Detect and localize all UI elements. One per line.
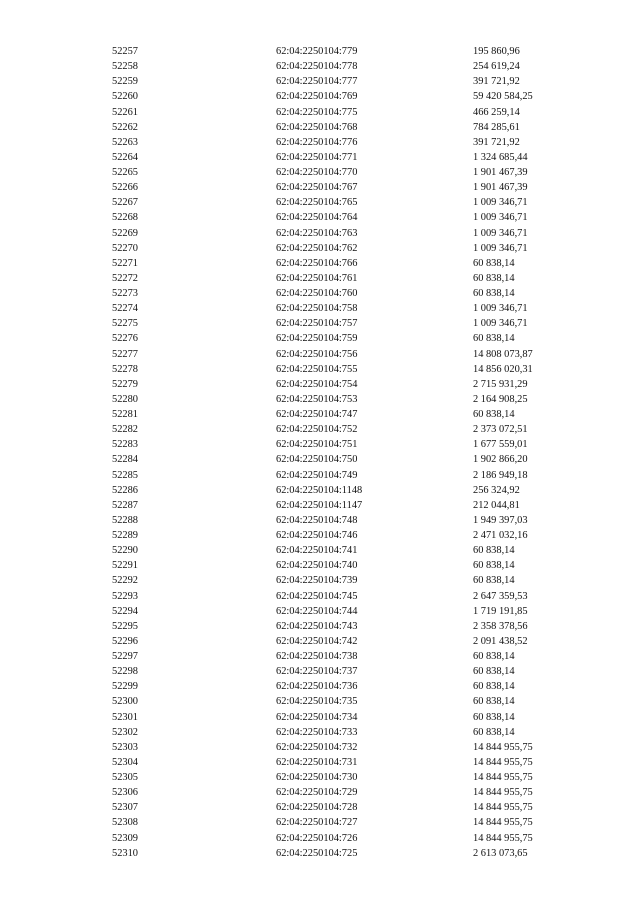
table-row [112, 846, 563, 861]
row-number: 52299 [112, 681, 138, 693]
table-row [112, 165, 563, 180]
cadastral-number: 62:04:2250104:766 [276, 257, 358, 269]
row-number: 52286 [112, 484, 138, 496]
row-number: 52296 [112, 635, 138, 647]
cadastral-value-table [112, 44, 563, 861]
cadastral-number: 62:04:2250104:757 [276, 318, 358, 330]
cadastral-value: 60 838,14 [473, 272, 515, 284]
cadastral-number: 62:04:2250104:754 [276, 378, 358, 390]
row-number: 52278 [112, 363, 138, 375]
cadastral-value: 60 838,14 [473, 651, 515, 662]
row-number: 52281 [112, 409, 138, 420]
table-row [112, 664, 563, 679]
cadastral-number: 62:04:2250104:769 [276, 91, 358, 103]
cadastral-value: 195 860,96 [473, 46, 520, 57]
row-number: 52308 [112, 817, 138, 829]
row-number: 52287 [112, 499, 138, 511]
row-number: 52257 [112, 46, 138, 57]
cadastral-value: 60 838,14 [473, 666, 515, 678]
cadastral-value: 391 721,92 [473, 76, 520, 88]
cadastral-number: 62:04:2250104:749 [276, 469, 358, 481]
cadastral-value: 60 838,14 [473, 545, 515, 557]
cadastral-value: 1 949 397,03 [473, 514, 528, 526]
cadastral-value: 2 091 438,52 [473, 635, 528, 647]
table-row [112, 377, 563, 392]
table-row [112, 649, 563, 664]
table-row [112, 256, 563, 271]
cadastral-value: 60 838,14 [473, 696, 515, 708]
cadastral-value: 2 715 931,29 [473, 378, 528, 390]
table-row [112, 241, 563, 256]
row-number: 52309 [112, 832, 138, 844]
cadastral-value: 1 719 191,85 [473, 605, 528, 617]
cadastral-number: 62:04:2250104:777 [276, 76, 358, 88]
cadastral-value: 59 420 584,25 [473, 91, 533, 103]
cadastral-number: 62:04:2250104:1148 [276, 484, 363, 496]
row-number: 52259 [112, 76, 138, 88]
table-row [112, 271, 563, 286]
cadastral-number: 62:04:2250104:732 [276, 741, 358, 753]
table-row [112, 785, 563, 800]
table-row [112, 89, 563, 104]
table-row [112, 815, 563, 830]
cadastral-value: 1 009 346,71 [473, 212, 528, 224]
row-number: 52297 [112, 651, 138, 662]
table-row [112, 135, 563, 150]
cadastral-value: 1 009 346,71 [473, 318, 528, 330]
row-number: 52271 [112, 257, 138, 269]
row-number: 52288 [112, 514, 138, 526]
cadastral-number: 62:04:2250104:735 [276, 696, 358, 708]
row-number: 52270 [112, 242, 138, 254]
cadastral-value: 60 838,14 [473, 560, 515, 572]
row-number: 52294 [112, 605, 138, 617]
row-number: 52303 [112, 741, 138, 753]
row-number: 52277 [112, 348, 138, 360]
row-number: 52276 [112, 333, 138, 345]
row-number: 52261 [112, 106, 138, 118]
table-row [112, 195, 563, 210]
cadastral-value: 14 844 955,75 [473, 756, 533, 768]
cadastral-number: 62:04:2250104:779 [276, 46, 358, 57]
cadastral-value: 1 009 346,71 [473, 197, 528, 209]
row-number: 52272 [112, 272, 138, 284]
cadastral-number: 62:04:2250104:741 [276, 545, 358, 557]
table-row [112, 422, 563, 437]
table-body [112, 44, 563, 861]
cadastral-number: 62:04:2250104:763 [276, 227, 358, 239]
table-row [112, 286, 563, 301]
table-row [112, 331, 563, 346]
row-number: 52304 [112, 756, 138, 768]
cadastral-number: 62:04:2250104:768 [276, 121, 358, 133]
cadastral-value: 254 619,24 [473, 61, 520, 73]
cadastral-number: 62:04:2250104:767 [276, 182, 358, 194]
cadastral-number: 62:04:2250104:725 [276, 847, 358, 859]
row-number: 52274 [112, 303, 138, 315]
cadastral-value: 14 856 020,31 [473, 363, 533, 375]
cadastral-number: 62:04:2250104:740 [276, 560, 358, 572]
table-row [112, 120, 563, 135]
cadastral-number: 62:04:2250104:734 [276, 711, 358, 723]
table-row [112, 694, 563, 709]
table-row [112, 105, 563, 120]
row-number: 52300 [112, 696, 138, 708]
cadastral-value: 14 844 955,75 [473, 832, 533, 844]
row-number: 52262 [112, 121, 138, 133]
cadastral-value: 2 164 908,25 [473, 393, 528, 405]
cadastral-number: 62:04:2250104:742 [276, 635, 358, 647]
cadastral-value: 14 844 955,75 [473, 802, 533, 814]
table-row [112, 362, 563, 377]
cadastral-value: 60 838,14 [473, 681, 515, 693]
cadastral-number: 62:04:2250104:760 [276, 288, 358, 299]
row-number: 52306 [112, 787, 138, 799]
table-row [112, 347, 563, 362]
cadastral-value: 1 677 559,01 [473, 439, 528, 451]
cadastral-value: 14 844 955,75 [473, 787, 533, 799]
cadastral-number: 62:04:2250104:750 [276, 454, 358, 466]
table-row [112, 619, 563, 634]
table-row [112, 74, 563, 89]
table-row [112, 710, 563, 725]
cadastral-value: 1 902 866,20 [473, 454, 528, 466]
cadastral-value: 60 838,14 [473, 333, 515, 345]
row-number: 52269 [112, 227, 138, 239]
cadastral-value: 2 373 072,51 [473, 424, 528, 436]
row-number: 52258 [112, 61, 138, 73]
cadastral-value: 1 324 685,44 [473, 151, 528, 163]
cadastral-number: 62:04:2250104:743 [276, 620, 358, 632]
cadastral-number: 62:04:2250104:765 [276, 197, 358, 209]
table-row [112, 604, 563, 619]
table-row [112, 831, 563, 846]
cadastral-value: 14 844 955,75 [473, 772, 533, 783]
cadastral-number: 62:04:2250104:745 [276, 590, 358, 602]
cadastral-number: 62:04:2250104:748 [276, 514, 358, 526]
cadastral-value: 60 838,14 [473, 257, 515, 269]
cadastral-number: 62:04:2250104:756 [276, 348, 358, 360]
cadastral-value: 1 901 467,39 [473, 182, 528, 194]
cadastral-value: 2 613 073,65 [473, 847, 528, 859]
row-number: 52293 [112, 590, 138, 602]
table-row [112, 755, 563, 770]
table-row [112, 800, 563, 815]
table-row [112, 452, 563, 467]
cadastral-value: 2 471 032,16 [473, 530, 528, 541]
cadastral-number: 62:04:2250104:730 [276, 772, 358, 783]
table-row [112, 498, 563, 513]
cadastral-value: 14 808 073,87 [473, 348, 533, 360]
cadastral-number: 62:04:2250104:776 [276, 136, 358, 148]
cadastral-number: 62:04:2250104:761 [276, 272, 358, 284]
cadastral-value: 391 721,92 [473, 136, 520, 148]
cadastral-number: 62:04:2250104:758 [276, 303, 358, 315]
cadastral-number: 62:04:2250104:727 [276, 817, 358, 829]
table-row [112, 180, 563, 195]
row-number: 52282 [112, 424, 138, 436]
table-row [112, 437, 563, 452]
cadastral-value: 14 844 955,75 [473, 817, 533, 829]
table-row [112, 513, 563, 528]
row-number: 52279 [112, 378, 138, 390]
table-row [112, 301, 563, 316]
cadastral-number: 62:04:2250104:746 [276, 530, 358, 541]
cadastral-number: 62:04:2250104:770 [276, 167, 358, 178]
table-row [112, 226, 563, 241]
row-number: 52307 [112, 802, 138, 814]
table-row [112, 44, 563, 59]
cadastral-value: 60 838,14 [473, 409, 515, 420]
cadastral-value: 2 647 359,53 [473, 590, 528, 602]
table-row [112, 543, 563, 558]
cadastral-number: 62:04:2250104:728 [276, 802, 358, 814]
cadastral-value: 466 259,14 [473, 106, 520, 118]
table-row [112, 528, 563, 543]
table-row [112, 483, 563, 498]
row-number: 52301 [112, 711, 138, 723]
table-row [112, 468, 563, 483]
row-number: 52280 [112, 393, 138, 405]
cadastral-number: 62:04:2250104:762 [276, 242, 358, 254]
cadastral-number: 62:04:2250104:747 [276, 409, 358, 420]
cadastral-value: 1 901 467,39 [473, 167, 528, 178]
row-number: 52305 [112, 772, 138, 783]
row-number: 52310 [112, 847, 138, 859]
table-row [112, 316, 563, 331]
row-number: 52290 [112, 545, 138, 557]
row-number: 52260 [112, 91, 138, 103]
table-row [112, 770, 563, 785]
cadastral-value: 60 838,14 [473, 288, 515, 299]
cadastral-number: 62:04:2250104:759 [276, 333, 358, 345]
cadastral-value: 2 358 378,56 [473, 620, 528, 632]
table-row [112, 210, 563, 225]
cadastral-number: 62:04:2250104:752 [276, 424, 358, 436]
row-number: 52264 [112, 151, 138, 163]
cadastral-number: 62:04:2250104:755 [276, 363, 358, 375]
table-row [112, 558, 563, 573]
row-number: 52268 [112, 212, 138, 224]
row-number: 52266 [112, 182, 138, 194]
cadastral-value: 60 838,14 [473, 726, 515, 738]
table-row [112, 725, 563, 740]
cadastral-number: 62:04:2250104:726 [276, 832, 358, 844]
table-row [112, 740, 563, 755]
row-number: 52267 [112, 197, 138, 209]
row-number: 52289 [112, 530, 138, 541]
table-row [112, 150, 563, 165]
row-number: 52284 [112, 454, 138, 466]
cadastral-number: 62:04:2250104:738 [276, 651, 358, 662]
cadastral-value: 784 285,61 [473, 121, 520, 133]
cadastral-number: 62:04:2250104:744 [276, 605, 358, 617]
row-number: 52285 [112, 469, 138, 481]
cadastral-number: 62:04:2250104:771 [276, 151, 358, 163]
row-number: 52292 [112, 575, 138, 587]
row-number: 52302 [112, 726, 138, 738]
row-number: 52265 [112, 167, 138, 178]
cadastral-number: 62:04:2250104:739 [276, 575, 358, 587]
cadastral-value: 60 838,14 [473, 711, 515, 723]
cadastral-number: 62:04:2250104:731 [276, 756, 358, 768]
cadastral-number: 62:04:2250104:764 [276, 212, 358, 224]
cadastral-number: 62:04:2250104:753 [276, 393, 358, 405]
cadastral-number: 62:04:2250104:736 [276, 681, 358, 693]
table-row [112, 589, 563, 604]
table-row [112, 679, 563, 694]
cadastral-value: 14 844 955,75 [473, 741, 533, 753]
cadastral-value: 2 186 949,18 [473, 469, 528, 481]
cadastral-value: 60 838,14 [473, 575, 515, 587]
cadastral-value: 256 324,92 [473, 484, 520, 496]
cadastral-value: 1 009 346,71 [473, 227, 528, 239]
row-number: 52298 [112, 666, 138, 678]
row-number: 52295 [112, 620, 138, 632]
cadastral-number: 62:04:2250104:1147 [276, 499, 363, 511]
table-row [112, 59, 563, 74]
cadastral-number: 62:04:2250104:737 [276, 666, 358, 678]
table-row [112, 392, 563, 407]
row-number: 52263 [112, 136, 138, 148]
table-row [112, 573, 563, 588]
cadastral-number: 62:04:2250104:733 [276, 726, 358, 738]
row-number: 52273 [112, 288, 138, 299]
row-number: 52275 [112, 318, 138, 330]
cadastral-number: 62:04:2250104:729 [276, 787, 358, 799]
table-row [112, 407, 563, 422]
row-number: 52283 [112, 439, 138, 451]
cadastral-number: 62:04:2250104:778 [276, 61, 358, 73]
cadastral-value: 1 009 346,71 [473, 303, 528, 315]
row-number: 52291 [112, 560, 138, 572]
cadastral-value: 212 044,81 [473, 499, 520, 511]
cadastral-number: 62:04:2250104:751 [276, 439, 358, 451]
cadastral-value: 1 009 346,71 [473, 242, 528, 254]
cadastral-number: 62:04:2250104:775 [276, 106, 358, 118]
table-row [112, 634, 563, 649]
